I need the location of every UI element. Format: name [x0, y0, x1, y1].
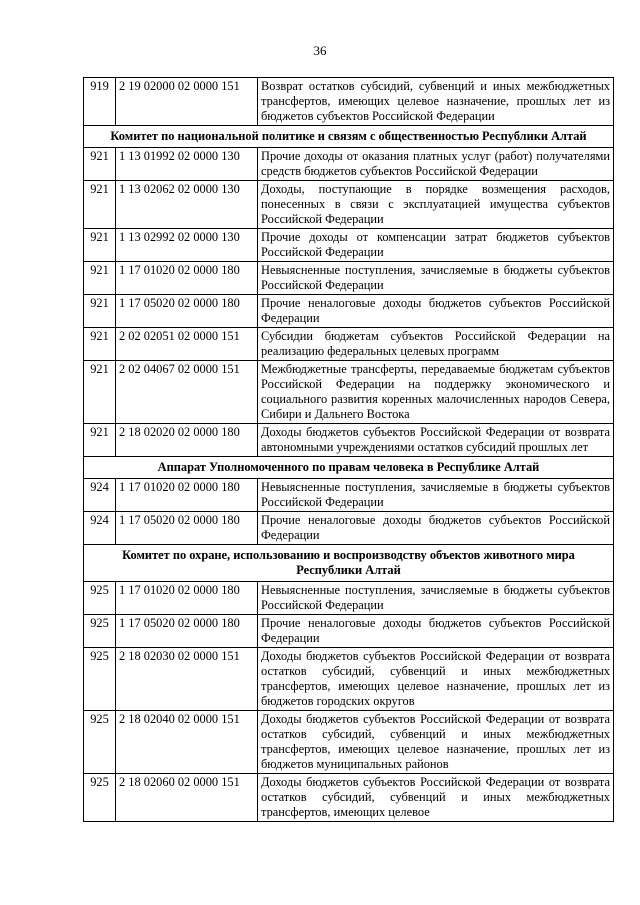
admin-code-cell: 925	[84, 711, 116, 774]
admin-code-cell: 919	[84, 78, 116, 126]
description-cell: Доходы бюджетов субъектов Российской Федерации от возврата остатков субсидий, субвенций и иных межбюджетных трансфертов, имеющих целевое назначение, прошлых лет из бюджетов городских округов	[258, 648, 614, 711]
table-row	[84, 181, 614, 229]
admin-code-cell: 925	[84, 774, 116, 822]
income-code-cell: 2 18 02040 02 0000 151	[116, 711, 258, 774]
income-code-cell: 1 17 01020 02 0000 180	[116, 262, 258, 295]
section-title: Комитет по охране, использованию и воспроизводству объектов животного мира Республики Алтай	[84, 545, 614, 582]
table-row	[84, 229, 614, 262]
budget-codes-table	[83, 77, 614, 822]
table-row	[84, 424, 614, 457]
income-code-cell: 1 13 01992 02 0000 130	[116, 148, 258, 181]
table-row	[84, 615, 614, 648]
income-code-cell: 1 17 05020 02 0000 180	[116, 615, 258, 648]
table-row	[84, 262, 614, 295]
table-row	[84, 711, 614, 774]
table-row	[84, 78, 614, 126]
section-title: Комитет по национальной политике и связям с общественностью Республики Алтай	[84, 126, 614, 148]
table-row	[84, 361, 614, 424]
table-row	[84, 582, 614, 615]
income-code-cell: 1 17 05020 02 0000 180	[116, 295, 258, 328]
table-row	[84, 774, 614, 822]
section-title: Аппарат Уполномоченного по правам человека в Республике Алтай	[84, 457, 614, 479]
admin-code-cell: 921	[84, 229, 116, 262]
income-code-cell: 2 19 02000 02 0000 151	[116, 78, 258, 126]
description-cell: Прочие доходы от оказания платных услуг (работ) получателями средств бюджетов субъектов Российской Федерации	[258, 148, 614, 181]
admin-code-cell: 921	[84, 295, 116, 328]
admin-code-cell: 921	[84, 148, 116, 181]
income-code-cell: 1 17 01020 02 0000 180	[116, 582, 258, 615]
description-cell: Прочие неналоговые доходы бюджетов субъектов Российской Федерации	[258, 512, 614, 545]
description-cell: Субсидии бюджетам субъектов Российской Федерации на реализацию федеральных целевых программ	[258, 328, 614, 361]
description-cell: Прочие неналоговые доходы бюджетов субъектов Российской Федерации	[258, 295, 614, 328]
admin-code-cell: 921	[84, 361, 116, 424]
income-code-cell: 1 13 02992 02 0000 130	[116, 229, 258, 262]
description-cell: Прочие доходы от компенсации затрат бюджетов субъектов Российской Федерации	[258, 229, 614, 262]
table-body	[84, 78, 614, 822]
table-row	[84, 512, 614, 545]
table-row	[84, 328, 614, 361]
income-code-cell: 1 17 01020 02 0000 180	[116, 479, 258, 512]
admin-code-cell: 925	[84, 648, 116, 711]
section-header-row	[84, 545, 614, 582]
admin-code-cell: 921	[84, 424, 116, 457]
description-cell: Прочие неналоговые доходы бюджетов субъектов Российской Федерации	[258, 615, 614, 648]
page-number: 36	[313, 43, 327, 58]
table-row	[84, 148, 614, 181]
income-code-cell: 2 18 02030 02 0000 151	[116, 648, 258, 711]
income-code-cell: 2 02 02051 02 0000 151	[116, 328, 258, 361]
admin-code-cell: 921	[84, 262, 116, 295]
description-cell: Доходы, поступающие в порядке возмещения расходов, понесенных в связи с эксплуатацией имущества субъектов Российской Федерации	[258, 181, 614, 229]
section-header-row	[84, 126, 614, 148]
description-cell: Невыясненные поступления, зачисляемые в бюджеты субъектов Российской Федерации	[258, 582, 614, 615]
table-row	[84, 479, 614, 512]
admin-code-cell: 925	[84, 615, 116, 648]
description-cell: Возврат остатков субсидий, субвенций и иных межбюджетных трансфертов, имеющих целевое назначение, прошлых лет из бюджетов субъектов Российской Федерации	[258, 78, 614, 126]
description-cell: Доходы бюджетов субъектов Российской Федерации от возврата остатков субсидий, субвенций и иных межбюджетных трансфертов, имеющих целевое	[258, 774, 614, 822]
admin-code-cell: 924	[84, 479, 116, 512]
description-cell: Невыясненные поступления, зачисляемые в бюджеты субъектов Российской Федерации	[258, 479, 614, 512]
admin-code-cell: 921	[84, 181, 116, 229]
description-cell: Невыясненные поступления, зачисляемые в бюджеты субъектов Российской Федерации	[258, 262, 614, 295]
description-cell: Доходы бюджетов субъектов Российской Федерации от возврата автономными учреждениями остатков субсидий прошлых лет	[258, 424, 614, 457]
income-code-cell: 2 18 02060 02 0000 151	[116, 774, 258, 822]
section-header-row	[84, 457, 614, 479]
admin-code-cell: 925	[84, 582, 116, 615]
income-code-cell: 2 02 04067 02 0000 151	[116, 361, 258, 424]
table-row	[84, 295, 614, 328]
admin-code-cell: 924	[84, 512, 116, 545]
income-code-cell: 1 13 02062 02 0000 130	[116, 181, 258, 229]
table-row	[84, 648, 614, 711]
income-code-cell: 1 17 05020 02 0000 180	[116, 512, 258, 545]
income-code-cell: 2 18 02020 02 0000 180	[116, 424, 258, 457]
description-cell: Межбюджетные трансферты, передаваемые бюджетам субъектов Российской Федерации на поддержку экономического и социального развития коренных малочисленных народов Севера, Сибири и Дальнего Востока	[258, 361, 614, 424]
admin-code-cell: 921	[84, 328, 116, 361]
description-cell: Доходы бюджетов субъектов Российской Федерации от возврата остатков субсидий, субвенций и иных межбюджетных трансфертов, имеющих целевое назначение, прошлых лет из бюджетов муниципальных районов	[258, 711, 614, 774]
